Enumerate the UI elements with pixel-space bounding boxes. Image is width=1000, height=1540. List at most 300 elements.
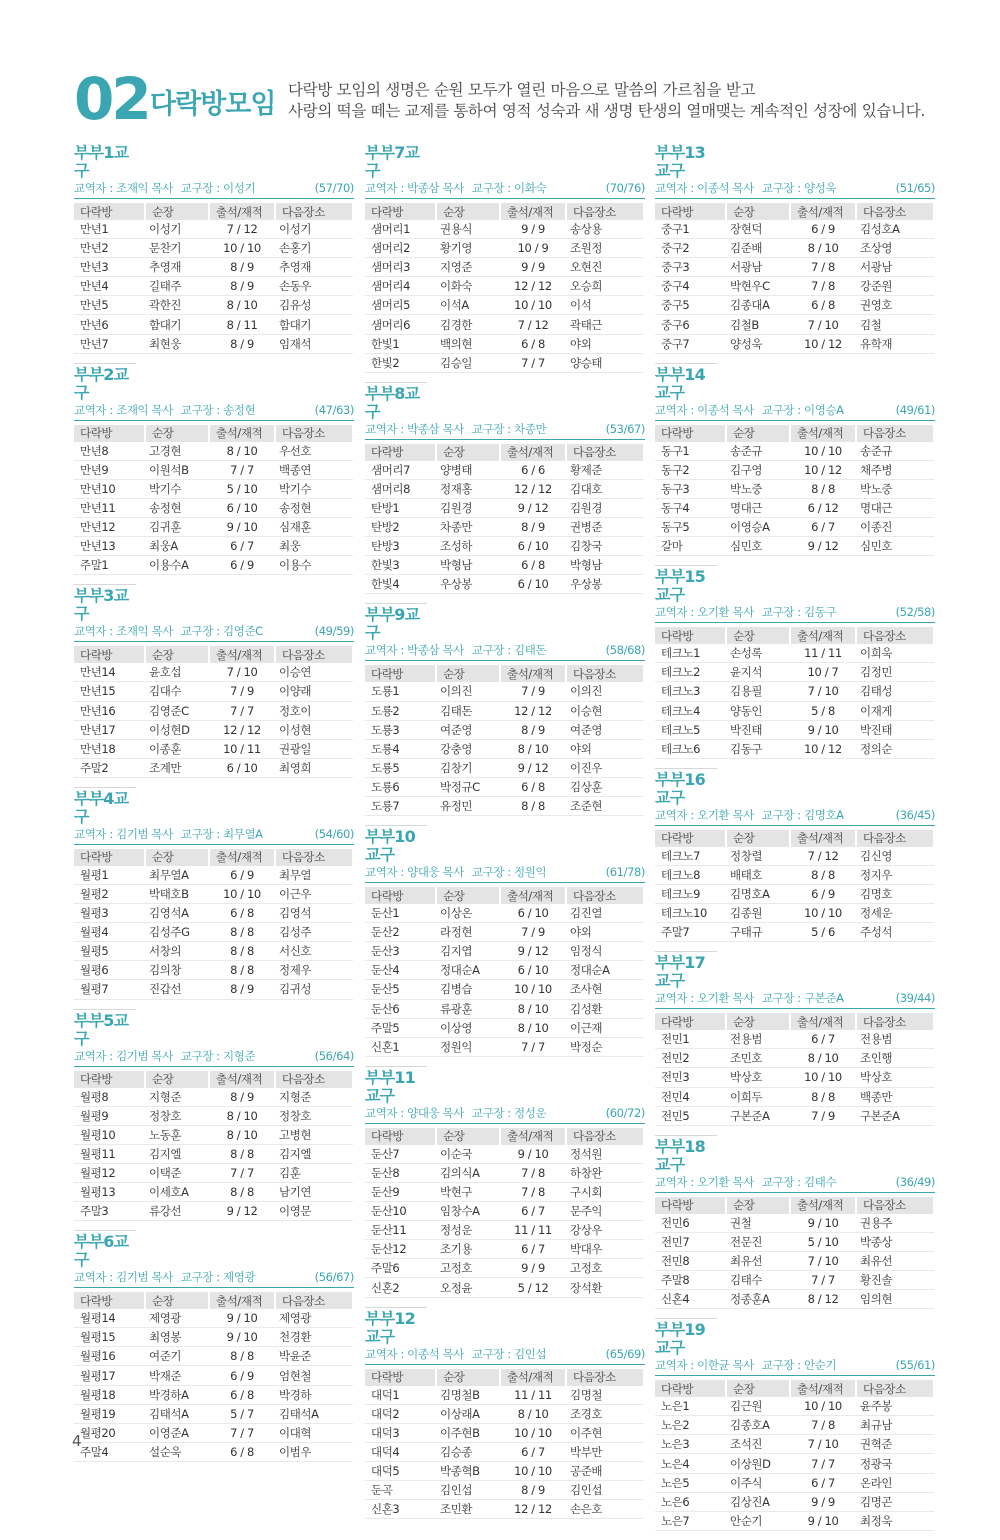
leader-name: 양성욱 [726, 334, 790, 353]
group-name: 월평19 [74, 1404, 145, 1423]
column-header: 다음장소 [566, 665, 644, 682]
district-table [655, 1380, 935, 1531]
district-table [74, 425, 354, 576]
district-title: 부부18교구 [655, 1135, 717, 1174]
attendance: 7 / 8 [790, 277, 856, 296]
group-name: 대덕4 [365, 1442, 436, 1461]
leader-name: 양동인 [726, 701, 790, 720]
attendance: 12 / 12 [500, 701, 566, 720]
next-location: 박기수 [275, 479, 353, 498]
next-location: 양승태 [566, 353, 644, 372]
district-leader: 교구장 : 이영승A [761, 402, 844, 417]
district-staff [655, 1357, 844, 1373]
district-info [655, 180, 935, 199]
next-location: 김명곤 [856, 1492, 934, 1511]
district-block [365, 1066, 645, 1298]
leader-name: 박정규C [436, 777, 500, 796]
table-row [655, 1435, 934, 1454]
table-row [655, 498, 934, 517]
group-name: 주말4 [74, 1442, 145, 1461]
attendance: 9 / 10 [209, 1328, 275, 1347]
attendance-total: (70/76) [605, 181, 645, 195]
pastor-name: 교역자 : 이한균 목사 [655, 1358, 754, 1373]
district-table [365, 203, 645, 373]
group-name: 만년3 [74, 258, 145, 277]
attendance: 10 / 10 [500, 296, 566, 315]
next-location: 황진솔 [856, 1271, 934, 1290]
next-location: 최정욱 [856, 1511, 934, 1530]
next-location: 정세운 [856, 904, 934, 923]
table-row [655, 1232, 934, 1251]
district-staff [74, 402, 263, 418]
leader-name: 이원석B [145, 460, 209, 479]
district-info [655, 1174, 935, 1193]
table-row [365, 777, 644, 796]
next-location: 조준현 [566, 796, 644, 815]
pastor-name: 교역자 : 조재익 목사 [74, 402, 173, 417]
next-location: 최웅 [275, 537, 353, 556]
district-title: 부부17교구 [655, 951, 717, 990]
next-location: 명대근 [856, 498, 934, 517]
next-location: 정호이 [275, 701, 353, 720]
attendance: 6 / 7 [790, 1030, 856, 1049]
next-location: 정대순A [566, 961, 644, 980]
table-body [365, 461, 644, 594]
next-location: 엄현철 [275, 1366, 353, 1385]
attendance: 8 / 10 [209, 442, 275, 461]
attendance: 6 / 8 [500, 334, 566, 353]
attendance: 5 / 8 [790, 701, 856, 720]
column-header: 순장 [726, 1197, 790, 1214]
attendance: 9 / 10 [790, 1214, 856, 1233]
leader-name: 정성운 [436, 1221, 500, 1240]
header-row [74, 1071, 353, 1088]
attendance: 8 / 8 [209, 1347, 275, 1366]
leader-name: 김병습 [436, 980, 500, 999]
leader-name: 박경하A [145, 1385, 209, 1404]
table-body [365, 1386, 644, 1519]
leader-name: 추영재 [145, 258, 209, 277]
group-name: 만년15 [74, 682, 145, 701]
next-location: 야외 [566, 334, 644, 353]
table-row [74, 277, 353, 296]
table-row [74, 1144, 353, 1163]
next-location: 이석 [566, 296, 644, 315]
table-row [365, 682, 644, 701]
table-header [655, 627, 934, 644]
district-table [655, 627, 935, 759]
district-staff [74, 1048, 263, 1064]
attendance: 6 / 8 [500, 777, 566, 796]
attendance: 7 / 10 [790, 1435, 856, 1454]
district-staff [365, 1346, 554, 1362]
attendance: 7 / 7 [209, 701, 275, 720]
column-header: 다락방 [365, 1128, 436, 1145]
next-location: 김상훈 [566, 777, 644, 796]
district-staff [365, 864, 554, 880]
group-name: 월평9 [74, 1106, 145, 1125]
table-header [74, 1292, 353, 1309]
group-name: 둔산12 [365, 1240, 436, 1259]
group-name: 둔산6 [365, 999, 436, 1018]
attendance: 7 / 8 [790, 258, 856, 277]
attendance: 5 / 12 [500, 1278, 566, 1297]
leader-name: 김철B [726, 315, 790, 334]
attendance-total: (54/60) [314, 826, 354, 841]
attendance: 9 / 9 [500, 1259, 566, 1278]
pastor-name: 교역자 : 박종삼 목사 [365, 421, 464, 436]
header-row [365, 444, 644, 461]
next-location: 구본준A [856, 1106, 934, 1125]
district-title: 부부7교구 [365, 143, 420, 180]
group-name: 전민5 [655, 1106, 726, 1125]
attendance: 9 / 10 [790, 720, 856, 739]
table-row [74, 1328, 353, 1347]
next-location: 박상호 [856, 1068, 934, 1087]
next-location: 손동우 [275, 277, 353, 296]
next-location: 박종상 [856, 1232, 934, 1251]
table-body [365, 1145, 644, 1297]
leader-name: 박상호 [726, 1068, 790, 1087]
group-name: 월평17 [74, 1366, 145, 1385]
column-header: 다락방 [365, 203, 436, 220]
leader-name: 이순국 [436, 1145, 500, 1164]
district-leader: 교구장 : 정원익 [471, 865, 547, 880]
column-header: 다락방 [74, 1071, 145, 1088]
next-location: 임정식 [566, 942, 644, 961]
table-row [365, 1461, 644, 1480]
group-name: 한빛4 [365, 575, 436, 594]
attendance: 9 / 12 [209, 1202, 275, 1221]
attendance-total: (55/61) [895, 1358, 935, 1373]
table-row [365, 739, 644, 758]
next-location: 야외 [566, 923, 644, 942]
district-block [74, 787, 354, 1000]
group-name: 동구5 [655, 518, 726, 537]
group-name: 대덕5 [365, 1461, 436, 1480]
leader-name: 김의창 [145, 961, 209, 980]
table-header [74, 425, 353, 442]
next-location: 채주병 [856, 460, 934, 479]
next-location: 임의현 [856, 1290, 934, 1309]
next-location: 오현진 [566, 258, 644, 277]
table-row [365, 1481, 644, 1500]
header-row [655, 203, 934, 220]
column-header: 출석/재적 [790, 203, 856, 220]
next-location: 박형남 [566, 556, 644, 575]
next-location: 박진태 [856, 720, 934, 739]
header-row [365, 203, 644, 220]
column-header: 다락방 [365, 887, 436, 904]
attendance: 6 / 7 [500, 1202, 566, 1221]
leader-name: 최웅A [145, 537, 209, 556]
group-name: 주말6 [365, 1259, 436, 1278]
attendance: 12 / 12 [500, 479, 566, 498]
leader-name: 김영석A [145, 904, 209, 923]
next-location: 김정민 [856, 663, 934, 682]
group-name: 테크노10 [655, 904, 726, 923]
table-row [74, 479, 353, 498]
leader-name: 김명호A [726, 884, 790, 903]
table-row [74, 460, 353, 479]
attendance: 6 / 8 [209, 1385, 275, 1404]
next-location: 김귀성 [275, 980, 353, 999]
table-row [365, 923, 644, 942]
next-location: 추영재 [275, 258, 353, 277]
next-location: 우선호 [275, 442, 353, 461]
leader-name: 우상봉 [436, 575, 500, 594]
column-header: 다락방 [365, 1369, 436, 1386]
next-location: 우상봉 [566, 575, 644, 594]
attendance: 6 / 9 [209, 556, 275, 575]
district-title: 부부6교구 [74, 1230, 136, 1269]
next-location: 이승현 [566, 701, 644, 720]
group-name: 노은5 [655, 1473, 726, 1492]
leader-name: 류강선 [145, 1202, 209, 1221]
group-name: 테크노8 [655, 865, 726, 884]
district-table [74, 646, 354, 778]
district-leader: 교구장 : 김인섭 [471, 1346, 547, 1361]
attendance: 9 / 10 [209, 518, 275, 537]
next-location: 송준규 [856, 442, 934, 461]
district-leader: 교구장 : 정성운 [471, 1105, 547, 1120]
attendance: 7 / 7 [790, 1271, 856, 1290]
attendance: 8 / 8 [209, 923, 275, 942]
attendance: 10 / 7 [790, 663, 856, 682]
district-table [74, 1292, 354, 1462]
table-row [365, 1423, 644, 1442]
district-table [655, 1013, 935, 1125]
district-title: 부부4교구 [74, 787, 136, 826]
column-header: 출석/재적 [790, 830, 856, 847]
attendance: 7 / 10 [790, 682, 856, 701]
leader-name: 최무열A [145, 866, 209, 885]
group-name: 둔산7 [365, 1145, 436, 1164]
description-line-1: 다락방 모임의 생명은 순원 모두가 열린 마음으로 말씀의 가르침을 받고 [288, 81, 756, 99]
header-row [74, 425, 353, 442]
next-location: 이의진 [566, 682, 644, 701]
district-leader: 교구장 : 김태돈 [471, 643, 547, 658]
leader-name: 김태석A [145, 1404, 209, 1423]
column-header: 다음장소 [275, 203, 353, 220]
leader-name: 김근원 [726, 1397, 790, 1416]
group-name: 둔곡 [365, 1481, 436, 1500]
table-row [74, 556, 353, 575]
pastor-name: 교역자 : 김기범 목사 [74, 826, 173, 841]
district-leader: 교구장 : 양성욱 [761, 181, 837, 195]
attendance: 8 / 10 [500, 999, 566, 1018]
group-name: 월평10 [74, 1125, 145, 1144]
leader-name: 김인섭 [436, 1481, 500, 1500]
leader-name: 김원경 [436, 498, 500, 517]
table-body [74, 663, 353, 777]
leader-name: 이상원D [726, 1454, 790, 1473]
district-title: 부부11교구 [365, 1066, 427, 1105]
group-name: 한빛1 [365, 334, 436, 353]
attendance-total: (47/63) [314, 402, 354, 417]
attendance: 7 / 9 [790, 1106, 856, 1125]
pastor-name: 교역자 : 이종석 목사 [655, 181, 754, 195]
group-name: 노은1 [655, 1397, 726, 1416]
next-location: 강준원 [856, 277, 934, 296]
next-location: 이대혁 [275, 1423, 353, 1442]
leader-name: 제영광 [145, 1309, 209, 1328]
table-row [655, 1397, 934, 1416]
attendance-total: (56/64) [314, 1048, 354, 1063]
column-header: 출석/재적 [790, 1197, 856, 1214]
district-block [74, 142, 354, 354]
attendance: 7 / 7 [209, 1163, 275, 1182]
table-row [655, 1511, 934, 1530]
group-name: 노은6 [655, 1492, 726, 1511]
district-info [365, 421, 645, 440]
next-location: 김철 [856, 315, 934, 334]
district-block [74, 363, 354, 576]
table-row [74, 663, 353, 682]
table-header [74, 1071, 353, 1088]
attendance-total: (49/59) [314, 624, 354, 639]
attendance: 7 / 12 [790, 847, 856, 866]
group-name: 전민8 [655, 1251, 726, 1270]
leader-name: 류광훈 [436, 999, 500, 1018]
pastor-name: 교역자 : 오기환 목사 [655, 1174, 754, 1189]
next-location: 정광국 [856, 1454, 934, 1473]
table-body [655, 1214, 934, 1309]
district-info [74, 402, 354, 421]
table-body [655, 847, 934, 942]
group-name: 중구1 [655, 220, 726, 239]
next-location: 임재석 [275, 334, 353, 353]
table-row [655, 1454, 934, 1473]
pastor-name: 교역자 : 이종석 목사 [365, 1346, 464, 1361]
table-header [74, 849, 353, 866]
table-row [74, 239, 353, 258]
pastor-name: 교역자 : 조재익 목사 [74, 624, 173, 639]
next-location: 함대기 [275, 315, 353, 334]
next-location: 윤주봉 [856, 1397, 934, 1416]
leader-name: 김승일 [436, 353, 500, 372]
table-row [74, 258, 353, 277]
district-leader: 교구장 : 이성기 [180, 181, 256, 195]
next-location: 조사현 [566, 980, 644, 999]
attendance: 8 / 8 [790, 1087, 856, 1106]
table-row [365, 518, 644, 537]
group-name: 테크노1 [655, 644, 726, 663]
table-row [74, 758, 353, 777]
group-name: 테크노4 [655, 701, 726, 720]
attendance: 5 / 10 [790, 1232, 856, 1251]
attendance: 6 / 10 [209, 498, 275, 517]
table-row [74, 1385, 353, 1404]
pastor-name: 교역자 : 조재익 목사 [74, 181, 173, 195]
district-title: 부부10교구 [365, 825, 427, 864]
column-header: 출석/재적 [500, 1369, 566, 1386]
next-location: 이승연 [275, 663, 353, 682]
next-location: 야외 [566, 739, 644, 758]
group-name: 둔산3 [365, 942, 436, 961]
leader-name: 정원익 [436, 1037, 500, 1056]
attendance: 9 / 12 [500, 498, 566, 517]
district-staff [74, 826, 271, 842]
next-location: 김지엘 [275, 1144, 353, 1163]
next-location: 이성현 [275, 720, 353, 739]
group-name: 둔산2 [365, 923, 436, 942]
group-name: 월평8 [74, 1088, 145, 1107]
district-table [655, 1197, 935, 1309]
leader-name: 구태규 [726, 923, 790, 942]
leader-name: 김승종 [436, 1442, 500, 1461]
group-name: 대덕2 [365, 1404, 436, 1423]
column-header: 다음장소 [856, 1013, 934, 1030]
group-name: 월평16 [74, 1347, 145, 1366]
attendance: 9 / 10 [209, 1309, 275, 1328]
column-header: 다락방 [655, 425, 726, 442]
group-name: 월평5 [74, 942, 145, 961]
table-row [365, 537, 644, 556]
attendance: 7 / 7 [209, 460, 275, 479]
attendance-total: (36/49) [895, 1174, 935, 1189]
table-row [74, 296, 353, 315]
leader-name: 박형남 [436, 556, 500, 575]
next-location: 이양래 [275, 682, 353, 701]
district-staff [655, 1174, 844, 1190]
next-location: 서광남 [856, 258, 934, 277]
district-table [365, 444, 645, 595]
table-row [365, 220, 644, 239]
group-name: 만년1 [74, 220, 145, 239]
next-location: 김대호 [566, 479, 644, 498]
group-name: 대덕3 [365, 1423, 436, 1442]
table-row [655, 1049, 934, 1068]
table-header [74, 646, 353, 663]
district-staff [365, 180, 554, 196]
group-name: 중구6 [655, 315, 726, 334]
table-row [365, 961, 644, 980]
attendance: 10 / 10 [790, 904, 856, 923]
table-row [655, 847, 934, 866]
leader-name: 지영준 [436, 258, 500, 277]
district-table [74, 849, 354, 1000]
next-location: 심재훈 [275, 518, 353, 537]
table-row [655, 865, 934, 884]
attendance-total: (53/67) [605, 421, 645, 436]
next-location: 박윤준 [275, 1347, 353, 1366]
next-location: 이영문 [275, 1202, 353, 1221]
table-row [74, 1125, 353, 1144]
table-row [655, 1271, 934, 1290]
attendance: 10 / 12 [790, 334, 856, 353]
attendance: 10 / 10 [790, 1397, 856, 1416]
group-name: 전민1 [655, 1030, 726, 1049]
table-row [655, 644, 934, 663]
attendance: 8 / 9 [500, 720, 566, 739]
table-row [365, 1404, 644, 1423]
district-block [655, 951, 935, 1125]
table-body [655, 644, 934, 758]
column-header: 순장 [726, 425, 790, 442]
column-header: 다음장소 [856, 425, 934, 442]
district-staff [655, 807, 852, 823]
attendance-total: (60/72) [605, 1105, 645, 1120]
table-row [74, 334, 353, 353]
table-body [74, 1088, 353, 1221]
column-header: 다락방 [365, 444, 436, 461]
next-location: 정제우 [275, 961, 353, 980]
attendance: 8 / 9 [209, 980, 275, 999]
next-location: 장석환 [566, 1278, 644, 1297]
next-location: 정창호 [275, 1106, 353, 1125]
attendance: 7 / 12 [209, 220, 275, 239]
